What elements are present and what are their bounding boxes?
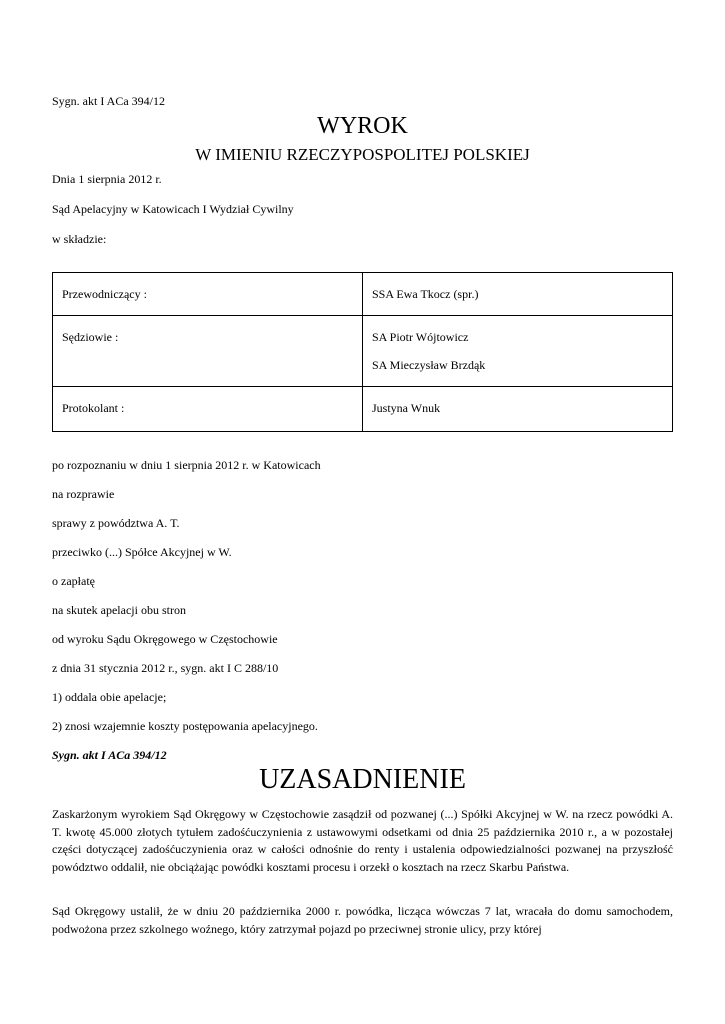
proceedings-line: na skutek apelacji obu stron xyxy=(52,603,186,617)
presiding-name-cell xyxy=(363,273,673,316)
composition-label: w składzie: xyxy=(52,232,107,246)
clerk-name-cell xyxy=(363,387,673,432)
proceedings-line: przeciwko (...) Spółce Akcyjnej w W. xyxy=(52,545,232,559)
judges-label: Sędziowie : xyxy=(62,330,119,344)
proceedings-line: o zapłatę xyxy=(52,574,95,588)
case-signature: Sygn. akt I ACa 394/12 xyxy=(52,94,165,108)
judgment-title: WYROK xyxy=(317,113,408,139)
judges-names-cell xyxy=(363,316,673,387)
ruling-point: 2) znosi wzajemnie koszty postępowania apelacyjnego. xyxy=(52,719,318,733)
judgment-subtitle: W IMIENIU RZECZYPOSPOLITEJ POLSKIEJ xyxy=(195,145,530,164)
clerk-name: Justyna Wnuk xyxy=(372,401,441,415)
ruling-point: 1) oddala obie apelacje; xyxy=(52,690,167,704)
judgment-date: Dnia 1 sierpnia 2012 r. xyxy=(52,172,162,186)
bench-table xyxy=(52,272,673,432)
presiding-label-cell xyxy=(53,273,363,316)
proceedings-line: po rozpoznaniu w dniu 1 sierpnia 2012 r. w Katowicach xyxy=(52,458,321,472)
court-name: Sąd Apelacyjny w Katowicach I Wydział Cywilny xyxy=(52,202,294,216)
clerk-label-cell xyxy=(53,387,363,432)
proceedings-line: sprawy z powództwa A. T. xyxy=(52,516,180,530)
table-row xyxy=(53,273,673,316)
table-row xyxy=(53,387,673,432)
proceedings-line: z dnia 31 stycznia 2012 r., sygn. akt I C 288/10 xyxy=(52,661,279,675)
justification-paragraph: Zaskarżonym wyrokiem Sąd Okręgowy w Częstochowie zasądził od pozwanej (...) Spółki Akcyjnej w W. na rzecz powódki A. T. kwotę 45.000 złotych tytułem zadośćuczynienia z ustawowymi odsetkami od dnia 25 października 2010 r., a w pozostałej części dotyczącej zadośćuczynienia oraz w całości odnośnie do renty i ustalenia odpowiedzialności pozwanej na przyszłość powództwo oddalił, nie obciążając powódki kosztami procesu i orzekł o kosztach na rzecz Skarbu Państwa. xyxy=(52,807,673,874)
clerk-label: Protokolant : xyxy=(62,401,125,415)
presiding-name: SSA Ewa Tkocz (spr.) xyxy=(372,287,479,301)
justification-title: UZASADNIENIE xyxy=(259,764,466,795)
judge-name: SA Mieczysław Brzdąk xyxy=(372,358,486,372)
judges-label-cell xyxy=(53,316,363,387)
table-row xyxy=(53,316,673,387)
justification-signature: Sygn. akt I ACa 394/12 xyxy=(52,748,167,762)
proceedings-line: od wyroku Sądu Okręgowego w Częstochowie xyxy=(52,632,278,646)
presiding-label: Przewodniczący : xyxy=(62,287,147,301)
justification-paragraph: Sąd Okręgowy ustalił, że w dniu 20 października 2000 r. powódka, licząca wówczas 7 lat, wracała do domu samochodem, podwożona przez szkolnego woźnego, który zatrzymał pojazd po przeciwnej stronie ulicy, przy której xyxy=(52,904,673,936)
judge-name: SA Piotr Wójtowicz xyxy=(372,330,469,344)
proceedings-line: na rozprawie xyxy=(52,487,115,501)
